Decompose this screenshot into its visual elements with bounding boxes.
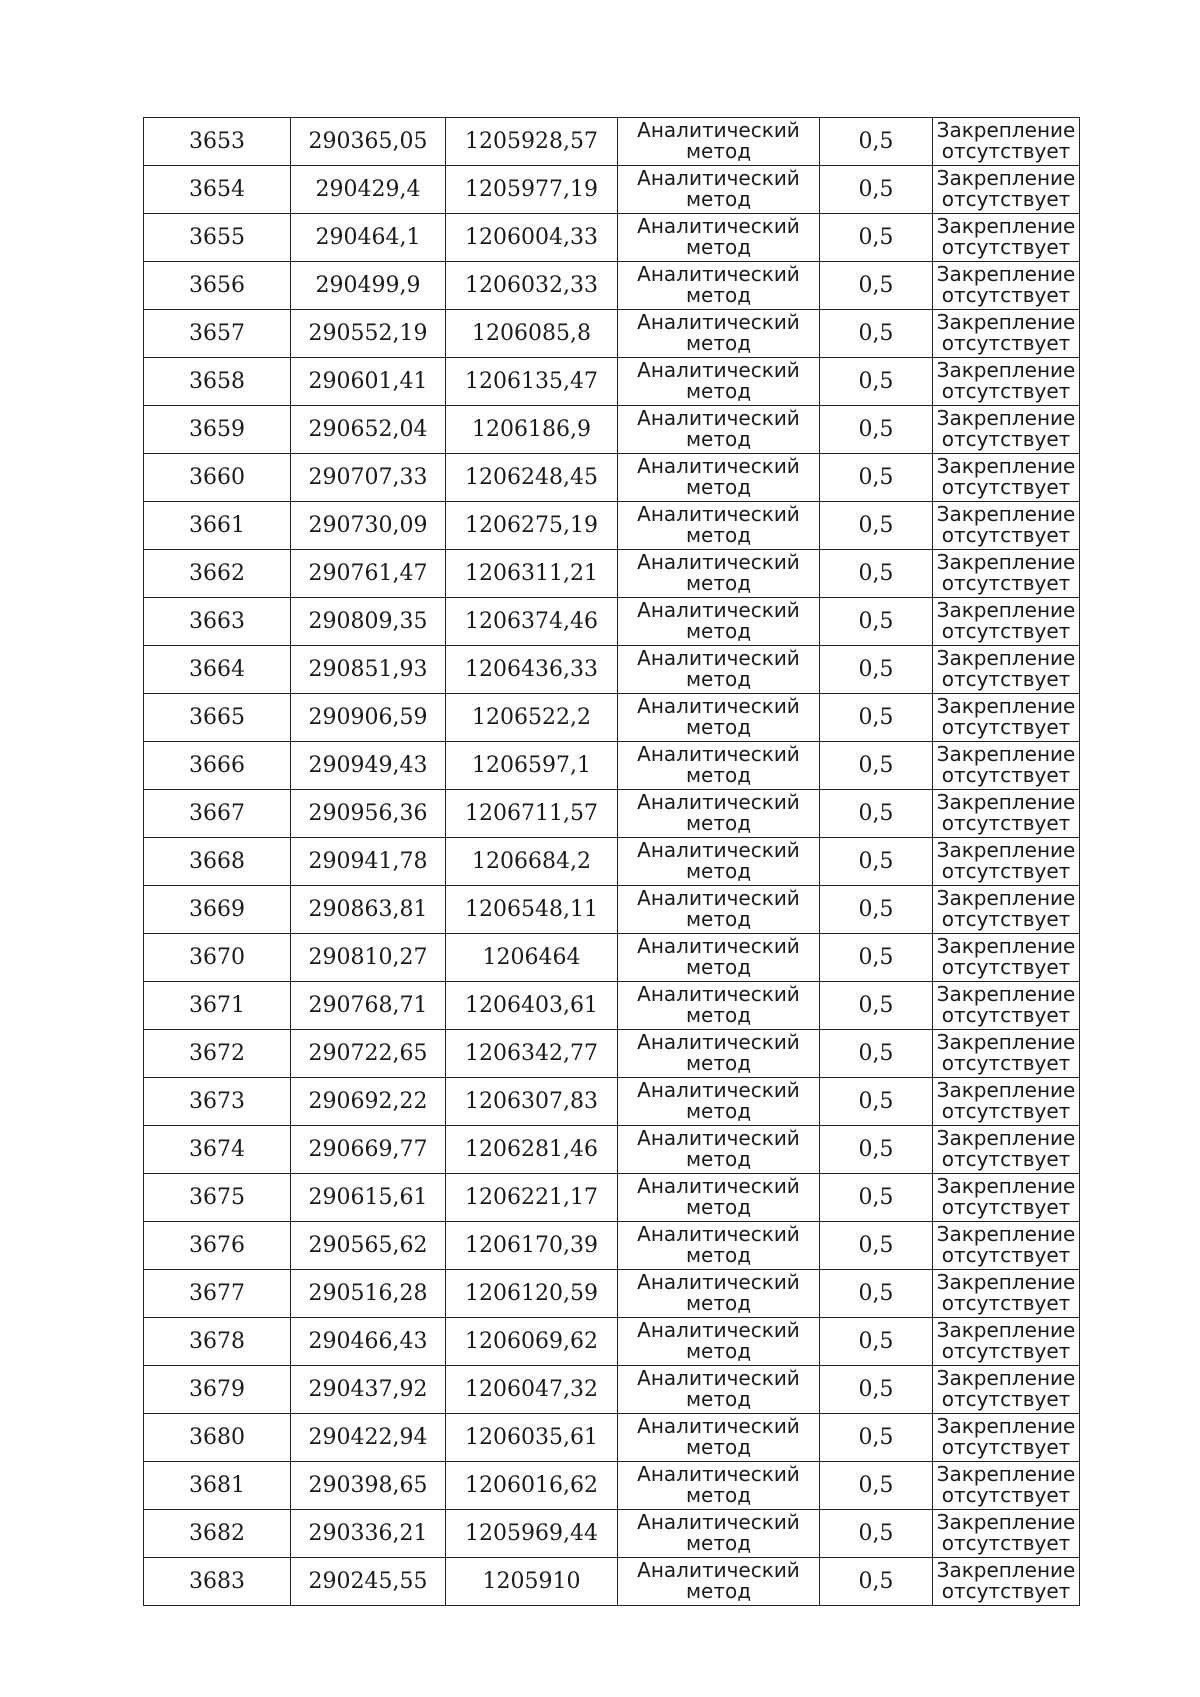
fixing-cell: Закрепление отсутствует [933,262,1080,310]
x-coordinate-cell: 290949,43 [291,742,446,790]
fixing-cell: Закрепление отсутствует [933,406,1080,454]
table-body [144,118,1080,1606]
accuracy-cell: 0,5 [820,886,933,934]
point-number-cell: 3662 [144,550,291,598]
point-number-cell: 3657 [144,310,291,358]
fixing-cell: Закрепление отсутствует [933,1030,1080,1078]
table-row [144,1174,1080,1222]
point-number-cell: 3659 [144,406,291,454]
accuracy-cell: 0,5 [820,454,933,502]
y-coordinate-cell: 1206035,61 [446,1414,618,1462]
method-cell: Аналитический метод [618,1318,820,1366]
fixing-cell: Закрепление отсутствует [933,1174,1080,1222]
x-coordinate-cell: 290692,22 [291,1078,446,1126]
method-cell: Аналитический метод [618,982,820,1030]
x-coordinate-cell: 290956,36 [291,790,446,838]
table-row [144,1318,1080,1366]
fixing-cell: Закрепление отсутствует [933,310,1080,358]
y-coordinate-cell: 1205977,19 [446,166,618,214]
y-coordinate-cell: 1206522,2 [446,694,618,742]
fixing-cell: Закрепление отсутствует [933,742,1080,790]
method-cell: Аналитический метод [618,790,820,838]
y-coordinate-cell: 1206004,33 [446,214,618,262]
y-coordinate-cell: 1206374,46 [446,598,618,646]
x-coordinate-cell: 290615,61 [291,1174,446,1222]
method-cell: Аналитический метод [618,1126,820,1174]
method-cell: Аналитический метод [618,502,820,550]
point-number-cell: 3655 [144,214,291,262]
x-coordinate-cell: 290437,92 [291,1366,446,1414]
fixing-cell: Закрепление отсутствует [933,214,1080,262]
x-coordinate-cell: 290422,94 [291,1414,446,1462]
table-row [144,1414,1080,1462]
table-row [144,214,1080,262]
accuracy-cell: 0,5 [820,502,933,550]
accuracy-cell: 0,5 [820,1318,933,1366]
coordinates-table [143,117,1080,1606]
method-cell: Аналитический метод [618,1510,820,1558]
fixing-cell: Закрепление отсутствует [933,1222,1080,1270]
accuracy-cell: 0,5 [820,406,933,454]
table-row [144,1270,1080,1318]
fixing-cell: Закрепление отсутствует [933,118,1080,166]
y-coordinate-cell: 1206711,57 [446,790,618,838]
accuracy-cell: 0,5 [820,838,933,886]
point-number-cell: 3677 [144,1270,291,1318]
table-row [144,886,1080,934]
method-cell: Аналитический метод [618,1174,820,1222]
point-number-cell: 3680 [144,1414,291,1462]
point-number-cell: 3676 [144,1222,291,1270]
accuracy-cell: 0,5 [820,646,933,694]
accuracy-cell: 0,5 [820,1558,933,1606]
point-number-cell: 3656 [144,262,291,310]
fixing-cell: Закрепление отсутствует [933,550,1080,598]
table-row [144,838,1080,886]
table-row [144,502,1080,550]
x-coordinate-cell: 290906,59 [291,694,446,742]
table-row [144,1366,1080,1414]
method-cell: Аналитический метод [618,934,820,982]
method-cell: Аналитический метод [618,694,820,742]
y-coordinate-cell: 1206047,32 [446,1366,618,1414]
table-row [144,358,1080,406]
accuracy-cell: 0,5 [820,1366,933,1414]
table-row [144,262,1080,310]
accuracy-cell: 0,5 [820,598,933,646]
table-row [144,1462,1080,1510]
x-coordinate-cell: 290851,93 [291,646,446,694]
fixing-cell: Закрепление отсутствует [933,646,1080,694]
method-cell: Аналитический метод [618,1222,820,1270]
point-number-cell: 3663 [144,598,291,646]
point-number-cell: 3669 [144,886,291,934]
y-coordinate-cell: 1206311,21 [446,550,618,598]
accuracy-cell: 0,5 [820,1078,933,1126]
fixing-cell: Закрепление отсутствует [933,358,1080,406]
fixing-cell: Закрепление отсутствует [933,454,1080,502]
fixing-cell: Закрепление отсутствует [933,1366,1080,1414]
x-coordinate-cell: 290398,65 [291,1462,446,1510]
y-coordinate-cell: 1206120,59 [446,1270,618,1318]
method-cell: Аналитический метод [618,1270,820,1318]
point-number-cell: 3658 [144,358,291,406]
method-cell: Аналитический метод [618,262,820,310]
table-row [144,982,1080,1030]
accuracy-cell: 0,5 [820,694,933,742]
fixing-cell: Закрепление отсутствует [933,1318,1080,1366]
accuracy-cell: 0,5 [820,790,933,838]
accuracy-cell: 0,5 [820,214,933,262]
point-number-cell: 3675 [144,1174,291,1222]
x-coordinate-cell: 290722,65 [291,1030,446,1078]
fixing-cell: Закрепление отсутствует [933,934,1080,982]
y-coordinate-cell: 1206275,19 [446,502,618,550]
fixing-cell: Закрепление отсутствует [933,166,1080,214]
method-cell: Аналитический метод [618,886,820,934]
point-number-cell: 3660 [144,454,291,502]
point-number-cell: 3665 [144,694,291,742]
table-row [144,454,1080,502]
method-cell: Аналитический метод [618,550,820,598]
x-coordinate-cell: 290707,33 [291,454,446,502]
table-row [144,598,1080,646]
table-row [144,550,1080,598]
x-coordinate-cell: 290761,47 [291,550,446,598]
y-coordinate-cell: 1206186,9 [446,406,618,454]
point-number-cell: 3666 [144,742,291,790]
accuracy-cell: 0,5 [820,742,933,790]
method-cell: Аналитический метод [618,166,820,214]
method-cell: Аналитический метод [618,838,820,886]
x-coordinate-cell: 290730,09 [291,502,446,550]
point-number-cell: 3671 [144,982,291,1030]
accuracy-cell: 0,5 [820,1222,933,1270]
y-coordinate-cell: 1206069,62 [446,1318,618,1366]
table-row [144,646,1080,694]
y-coordinate-cell: 1206684,2 [446,838,618,886]
y-coordinate-cell: 1206597,1 [446,742,618,790]
x-coordinate-cell: 290669,77 [291,1126,446,1174]
accuracy-cell: 0,5 [820,1270,933,1318]
y-coordinate-cell: 1205969,44 [446,1510,618,1558]
y-coordinate-cell: 1206281,46 [446,1126,618,1174]
point-number-cell: 3672 [144,1030,291,1078]
method-cell: Аналитический метод [618,598,820,646]
x-coordinate-cell: 290464,1 [291,214,446,262]
y-coordinate-cell: 1206548,11 [446,886,618,934]
fixing-cell: Закрепление отсутствует [933,1126,1080,1174]
accuracy-cell: 0,5 [820,1510,933,1558]
accuracy-cell: 0,5 [820,310,933,358]
y-coordinate-cell: 1206221,17 [446,1174,618,1222]
fixing-cell: Закрепление отсутствует [933,694,1080,742]
x-coordinate-cell: 290336,21 [291,1510,446,1558]
y-coordinate-cell: 1205910 [446,1558,618,1606]
method-cell: Аналитический метод [618,214,820,262]
point-number-cell: 3664 [144,646,291,694]
fixing-cell: Закрепление отсутствует [933,982,1080,1030]
y-coordinate-cell: 1206135,47 [446,358,618,406]
y-coordinate-cell: 1206032,33 [446,262,618,310]
point-number-cell: 3679 [144,1366,291,1414]
y-coordinate-cell: 1206085,8 [446,310,618,358]
x-coordinate-cell: 290565,62 [291,1222,446,1270]
x-coordinate-cell: 290516,28 [291,1270,446,1318]
point-number-cell: 3654 [144,166,291,214]
method-cell: Аналитический метод [618,646,820,694]
y-coordinate-cell: 1206342,77 [446,1030,618,1078]
fixing-cell: Закрепление отсутствует [933,838,1080,886]
point-number-cell: 3681 [144,1462,291,1510]
accuracy-cell: 0,5 [820,1462,933,1510]
accuracy-cell: 0,5 [820,1414,933,1462]
accuracy-cell: 0,5 [820,1126,933,1174]
table-row [144,1078,1080,1126]
point-number-cell: 3668 [144,838,291,886]
table-row [144,934,1080,982]
y-coordinate-cell: 1206170,39 [446,1222,618,1270]
x-coordinate-cell: 290601,41 [291,358,446,406]
x-coordinate-cell: 290245,55 [291,1558,446,1606]
fixing-cell: Закрепление отсутствует [933,1558,1080,1606]
x-coordinate-cell: 290499,9 [291,262,446,310]
accuracy-cell: 0,5 [820,118,933,166]
table-row [144,166,1080,214]
accuracy-cell: 0,5 [820,1030,933,1078]
fixing-cell: Закрепление отсутствует [933,790,1080,838]
point-number-cell: 3674 [144,1126,291,1174]
point-number-cell: 3682 [144,1510,291,1558]
accuracy-cell: 0,5 [820,982,933,1030]
y-coordinate-cell: 1206248,45 [446,454,618,502]
y-coordinate-cell: 1206436,33 [446,646,618,694]
fixing-cell: Закрепление отсутствует [933,1270,1080,1318]
point-number-cell: 3653 [144,118,291,166]
point-number-cell: 3667 [144,790,291,838]
accuracy-cell: 0,5 [820,358,933,406]
method-cell: Аналитический метод [618,358,820,406]
method-cell: Аналитический метод [618,1078,820,1126]
accuracy-cell: 0,5 [820,262,933,310]
point-number-cell: 3670 [144,934,291,982]
method-cell: Аналитический метод [618,1462,820,1510]
method-cell: Аналитический метод [618,118,820,166]
accuracy-cell: 0,5 [820,550,933,598]
x-coordinate-cell: 290365,05 [291,118,446,166]
point-number-cell: 3683 [144,1558,291,1606]
point-number-cell: 3678 [144,1318,291,1366]
table-row [144,694,1080,742]
x-coordinate-cell: 290809,35 [291,598,446,646]
method-cell: Аналитический метод [618,1558,820,1606]
fixing-cell: Закрепление отсутствует [933,1462,1080,1510]
fixing-cell: Закрепление отсутствует [933,598,1080,646]
accuracy-cell: 0,5 [820,166,933,214]
method-cell: Аналитический метод [618,1030,820,1078]
table-row [144,1030,1080,1078]
method-cell: Аналитический метод [618,1366,820,1414]
table-row [144,118,1080,166]
method-cell: Аналитический метод [618,1414,820,1462]
method-cell: Аналитический метод [618,310,820,358]
y-coordinate-cell: 1206403,61 [446,982,618,1030]
x-coordinate-cell: 290429,4 [291,166,446,214]
fixing-cell: Закрепление отсутствует [933,502,1080,550]
method-cell: Аналитический метод [618,454,820,502]
x-coordinate-cell: 290863,81 [291,886,446,934]
x-coordinate-cell: 290941,78 [291,838,446,886]
table-row [144,310,1080,358]
method-cell: Аналитический метод [618,406,820,454]
table-row [144,742,1080,790]
fixing-cell: Закрепление отсутствует [933,1414,1080,1462]
accuracy-cell: 0,5 [820,1174,933,1222]
y-coordinate-cell: 1206307,83 [446,1078,618,1126]
fixing-cell: Закрепление отсутствует [933,1510,1080,1558]
table-row [144,1126,1080,1174]
point-number-cell: 3661 [144,502,291,550]
fixing-cell: Закрепление отсутствует [933,886,1080,934]
x-coordinate-cell: 290552,19 [291,310,446,358]
table-row [144,790,1080,838]
method-cell: Аналитический метод [618,742,820,790]
table-row [144,1510,1080,1558]
x-coordinate-cell: 290810,27 [291,934,446,982]
accuracy-cell: 0,5 [820,934,933,982]
table-row [144,1222,1080,1270]
table-row [144,406,1080,454]
y-coordinate-cell: 1206016,62 [446,1462,618,1510]
fixing-cell: Закрепление отсутствует [933,1078,1080,1126]
y-coordinate-cell: 1205928,57 [446,118,618,166]
x-coordinate-cell: 290466,43 [291,1318,446,1366]
x-coordinate-cell: 290768,71 [291,982,446,1030]
y-coordinate-cell: 1206464 [446,934,618,982]
x-coordinate-cell: 290652,04 [291,406,446,454]
point-number-cell: 3673 [144,1078,291,1126]
table-row [144,1558,1080,1606]
